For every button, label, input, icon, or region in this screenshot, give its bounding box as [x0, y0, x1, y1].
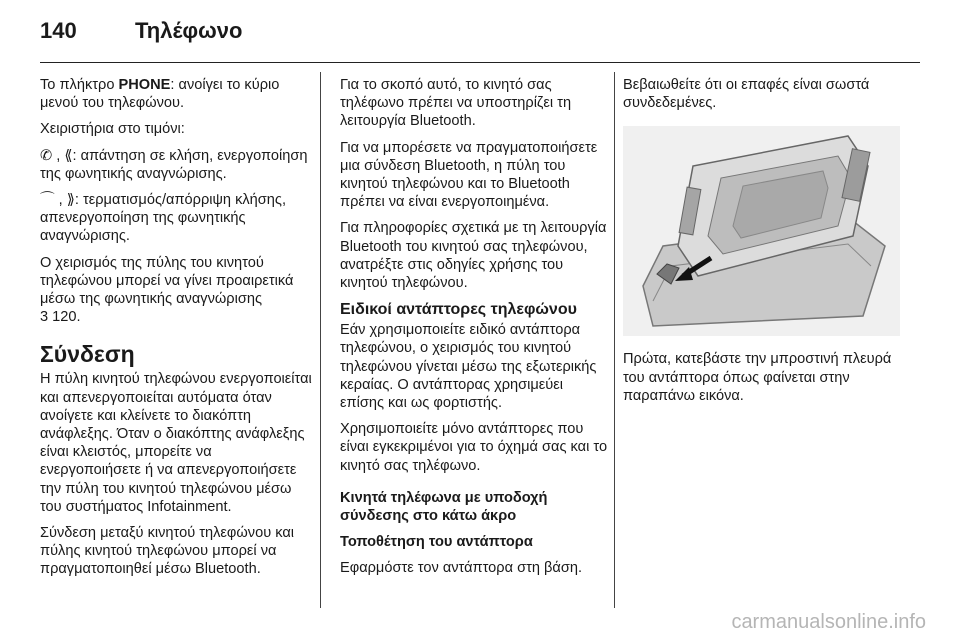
subheading-fit-adapter: Τοποθέτηση του αντάπτορα	[340, 534, 533, 551]
page-header	[40, 14, 920, 54]
approved-adapters-paragraph: Χρησιμοποιείτε μόνο αντάπτορες που είναι εγκεκριμένοι για το όχημά σας και το κινητό σας τηλέφωνο.	[340, 421, 608, 474]
column-divider-2	[614, 72, 615, 608]
voice-control-paragraph: Ο χειρισμός της πύλης του κινητού τηλεφώνου μπορεί να γίνει προαιρετικά μέσω της φωνητικής αναγνώρισης 3 120.	[40, 254, 294, 326]
section-title-adapters: Ειδικοί αντάπτορες τηλεφώνου	[340, 301, 577, 319]
bluetooth-paragraph: Σύνδεση μεταξύ κινητού τηλεφώνου και πύλης κινητού τηλεφώνου μπορεί να πραγματοποιηθεί μέσω Bluetooth.	[40, 525, 295, 578]
page-number: 140	[40, 18, 77, 43]
connection-paragraph: Η πύλη κινητού τηλεφώνου ενεργοποιείται και απενεργοποιείται αυτόματα όταν ανοίγετε και κλείνετε το διακόπτη ανάφλεξης. Όταν ο διακόπτης ανάφλεξης είναι κλειστός, μπορείτε να ενεργοποιήσετε ή να απενεργοποιήσετε την πύλη του κινητού τηλεφώνου μέσω του συστήματος Infotainment.	[40, 371, 312, 515]
adapter-illustration	[623, 126, 900, 336]
lower-adapter-paragraph: Πρώτα, κατεβάστε την μπροστινή πλευρά του αντάπτορα όπως φαίνεται στην παραπάνω εικόνα.	[623, 351, 892, 404]
column-3	[623, 76, 907, 413]
watermark: carmanualsonline.info	[731, 611, 926, 633]
phone-key-paragraph: Το πλήκτρο PHONE: ανοίγει το κύριο μενού του τηλεφώνου.	[40, 77, 280, 112]
subheading-bottom-connector: Κινητά τηλέφωνα με υποδοχή σύνδεσης στο κάτω άκρο	[340, 489, 548, 525]
page-reference: 3 120.	[40, 309, 81, 326]
contacts-paragraph: Βεβαιωθείτε ότι οι επαφές είναι σωστά συνδεδεμένες.	[623, 77, 870, 112]
phone-key-label: PHONE	[118, 77, 171, 93]
bluetooth-info-paragraph: Για πληροφορίες σχετικά με τη λειτουργία Bluetooth του κινητού σας τηλεφώνου, ανατρέξτε στις οδηγίες χρήσης του κινητού τηλεφώνου.	[340, 220, 607, 292]
adapter-drawing-icon	[623, 126, 900, 336]
section-title-connection: Σύνδεση	[40, 341, 135, 368]
bluetooth-enable-paragraph: Για να μπορέσετε να πραγματοποιήσετε μια σύνδεση Bluetooth, η πύλη του κινητού τηλεφώνου και το Bluetooth πρέπει να είναι ενεργοποιημένα.	[340, 139, 598, 211]
answer-call-icon: ✆ , ⟪	[40, 147, 73, 164]
end-call-icon: ⌒ , ⟫	[40, 192, 75, 209]
end-call-paragraph: ⌒ , ⟫: τερματισμός/απόρριψη κλήσης, απενεργοποίηση της φωνητικής αναγνώρισης.	[40, 192, 286, 245]
column-divider-1	[320, 72, 321, 608]
fit-adapter-paragraph: Εφαρμόστε τον αντάπτορα στη βάση.	[340, 560, 583, 577]
column-1	[40, 76, 316, 587]
bluetooth-support-paragraph: Για το σκοπό αυτό, το κινητό σας τηλέφωνο πρέπει να υποστηρίζει τη λειτουργία Bluetooth.	[340, 77, 572, 130]
chapter-title: Τηλέφωνο	[135, 18, 243, 43]
answer-call-paragraph: ✆ , ⟪: απάντηση σε κλήση, ενεργοποίηση της φωνητικής αναγνώρισης.	[40, 147, 308, 182]
header-rule	[40, 62, 920, 63]
adapter-paragraph: Εάν χρησιμοποιείτε ειδικό αντάπτορα τηλεφώνου, ο χειρισμός του κινητού τηλεφώνου γίνεται μέσω της εξωτερικής κεραίας. Ο αντάπτορας χρησιμεύει επίσης και ως φορτιστής.	[340, 322, 597, 412]
steering-controls-heading: Χειριστήρια στο τιμόνι:	[40, 121, 185, 138]
column-2	[340, 76, 608, 586]
